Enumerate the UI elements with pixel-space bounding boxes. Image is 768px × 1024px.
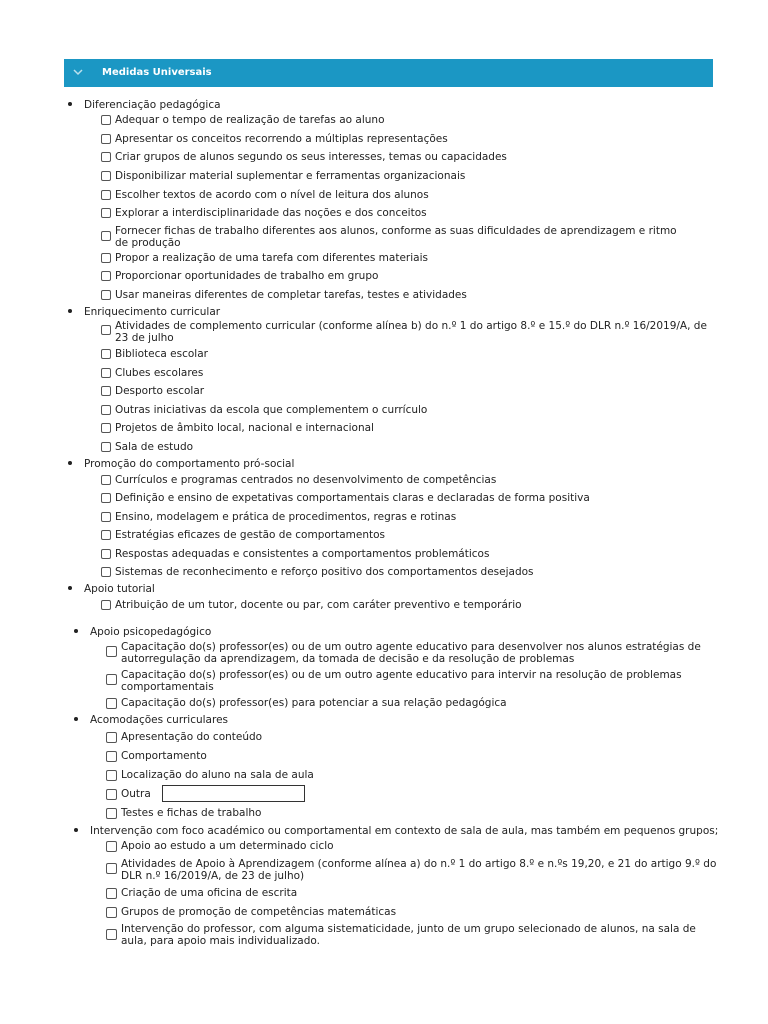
- section-title: [68, 458, 294, 470]
- checkbox-label: Escolher textos de acordo com o nível de leitura dos alunos: [115, 189, 429, 201]
- section-title: [68, 99, 221, 111]
- checkbox-label: Usar maneiras diferentes de completar tarefas, testes e atividades: [115, 289, 467, 301]
- checkbox-label: Capacitação do(s) professor(es) para potenciar a sua relação pedagógica: [121, 697, 507, 709]
- checkbox-label: Apresentar os conceitos recorrendo a múltiplas representações: [115, 133, 448, 145]
- checkbox[interactable]: [101, 208, 111, 218]
- checkbox-label: Proporcionar oportunidades de trabalho em grupo: [115, 270, 379, 282]
- checkbox[interactable]: [106, 770, 117, 781]
- checkbox[interactable]: [101, 368, 111, 378]
- checkbox-label: Criação de uma oficina de escrita: [121, 887, 298, 899]
- checkbox-label: Criar grupos de alunos segundo os seus interesses, temas ou capacidades: [115, 151, 507, 163]
- bullet: [68, 309, 72, 313]
- checkbox-label: Testes e fichas de trabalho: [121, 807, 262, 819]
- section-title: [68, 306, 220, 318]
- checkbox[interactable]: [101, 567, 111, 577]
- section-label: Enriquecimento curricular: [84, 306, 221, 318]
- checkbox[interactable]: [106, 841, 117, 852]
- section-title: [74, 825, 718, 837]
- checkbox[interactable]: [106, 751, 117, 762]
- checkbox-label: Disponibilizar material suplementar e ferramentas organizacionais: [115, 170, 466, 182]
- checkbox-label: Atividades de complemento curricular (conforme alínea b) do n.º 1 do artigo 8.º e 15.º do DLR n.º 16/2019/A, de 23 de julho: [115, 320, 707, 344]
- checkbox-label: Apresentação do conteúdo: [121, 731, 263, 743]
- section-label: Intervenção com foco académico ou comportamental em contexto de sala de aula, mas também em pequenos grupos;: [90, 825, 719, 837]
- bullet: [68, 461, 72, 465]
- checkbox[interactable]: [101, 253, 111, 263]
- checkbox[interactable]: [101, 190, 111, 200]
- bullet: [68, 102, 72, 106]
- checkbox[interactable]: [101, 231, 111, 241]
- checkbox[interactable]: [106, 808, 117, 819]
- checkbox[interactable]: [101, 349, 111, 359]
- checkbox-label: Sala de estudo: [115, 441, 194, 453]
- checkbox-label: Sistemas de reconhecimento e reforço positivo dos comportamentos desejados: [115, 566, 534, 578]
- checkbox-label: Outras iniciativas da escola que complementem o currículo: [115, 404, 428, 416]
- checkbox-label: Definição e ensino de expetativas comportamentais claras e declaradas de forma positiva: [115, 492, 590, 504]
- checkbox-label: Ensino, modelagem e prática de procedimentos, regras e rotinas: [115, 511, 457, 523]
- checkbox[interactable]: [101, 493, 111, 503]
- section-title: [74, 714, 228, 726]
- bullet: [74, 717, 78, 721]
- checkbox-label: Clubes escolares: [115, 367, 204, 379]
- checkbox[interactable]: [101, 530, 111, 540]
- checkbox-label: Outra: [121, 788, 151, 800]
- checkbox-label: Grupos de promoção de competências matemáticas: [121, 906, 397, 918]
- checkbox[interactable]: [101, 325, 111, 335]
- checkbox[interactable]: [106, 646, 117, 657]
- checkbox-label: Localização do aluno na sala de aula: [121, 769, 314, 781]
- checkbox[interactable]: [106, 789, 117, 800]
- checkbox-label: Atribuição de um tutor, docente ou par, com caráter preventivo e temporário: [115, 599, 522, 611]
- checkbox-label: Apoio ao estudo a um determinado ciclo: [121, 840, 334, 852]
- section-label: Apoio psicopedagógico: [90, 626, 212, 638]
- section-label: Diferenciação pedagógica: [84, 99, 221, 111]
- checkbox[interactable]: [101, 512, 111, 522]
- checkbox-label: Currículos e programas centrados no desenvolvimento de competências: [115, 474, 497, 486]
- checkbox[interactable]: [106, 929, 117, 940]
- checkbox-label: Explorar a interdisciplinaridade das noções e dos conceitos: [115, 207, 427, 219]
- checkbox[interactable]: [101, 549, 111, 559]
- checkbox-label: Capacitação do(s) professor(es) ou de um outro agente educativo para intervir na resolução de problemas comportamentais: [121, 669, 682, 693]
- checkbox[interactable]: [101, 442, 111, 452]
- section-title: [74, 626, 211, 638]
- checkbox-label: Propor a realização de uma tarefa com diferentes materiais: [115, 252, 428, 264]
- checkbox-label: Atividades de Apoio à Aprendizagem (conforme alínea a) do n.º 1 do artigo 8.º e n.ºs 19,20, e 21 do artigo 9.º do DLR n.º 16/2019/A, de 23 de julho): [121, 858, 717, 882]
- checkbox[interactable]: [106, 863, 117, 874]
- checkbox-label: Fornecer fichas de trabalho diferentes aos alunos, conforme as suas dificuldades de aprendizagem e ritmo de produção: [115, 225, 677, 249]
- section-header-medidas-universais[interactable]: [64, 59, 713, 87]
- checkbox-label: Biblioteca escolar: [115, 348, 208, 360]
- checkbox-label: Capacitação do(s) professor(es) ou de um outro agente educativo para desenvolver nos alunos estratégias de autorregulação da aprendizagem, da tomada de decisão e da resolução de problemas: [121, 641, 701, 665]
- checkbox-label: Comportamento: [121, 750, 207, 762]
- checkbox[interactable]: [101, 600, 111, 610]
- section-label: Apoio tutorial: [84, 583, 155, 595]
- checkbox-label: Desporto escolar: [115, 385, 205, 397]
- checkbox-label: Intervenção do professor, com alguma sistematicidade, junto de um grupo selecionado de alunos, na sala de aula, para apoio mais individualizado.: [121, 923, 696, 947]
- checkbox[interactable]: [101, 152, 111, 162]
- checkbox[interactable]: [101, 290, 111, 300]
- checkbox[interactable]: [101, 475, 111, 485]
- checkbox[interactable]: [106, 674, 117, 685]
- outra-text-field[interactable]: [162, 785, 305, 802]
- section-label: Acomodações curriculares: [90, 714, 229, 726]
- section-title: [68, 583, 155, 595]
- checkbox-label: Projetos de âmbito local, nacional e internacional: [115, 422, 374, 434]
- chevron-down-icon: [72, 66, 84, 78]
- checkbox-label: Respostas adequadas e consistentes a comportamentos problemáticos: [115, 548, 490, 560]
- checkbox-label: Adequar o tempo de realização de tarefas ao aluno: [115, 114, 385, 126]
- bullet: [74, 629, 78, 633]
- bullet: [68, 586, 72, 590]
- checkbox[interactable]: [101, 386, 111, 396]
- checkbox-label: Estratégias eficazes de gestão de comportamentos: [115, 529, 386, 541]
- checkbox[interactable]: [106, 907, 117, 918]
- checkbox[interactable]: [106, 698, 117, 709]
- checkbox[interactable]: [106, 732, 117, 743]
- checkbox[interactable]: [106, 888, 117, 899]
- checkbox[interactable]: [101, 423, 111, 433]
- bullet: [74, 828, 78, 832]
- checkbox[interactable]: [101, 115, 111, 125]
- checkbox[interactable]: [101, 171, 111, 181]
- panel-title: Medidas Universais: [102, 67, 212, 78]
- checkbox[interactable]: [101, 134, 111, 144]
- checkbox[interactable]: [101, 405, 111, 415]
- checkbox[interactable]: [101, 271, 111, 281]
- section-label: Promoção do comportamento pró-social: [84, 458, 295, 470]
